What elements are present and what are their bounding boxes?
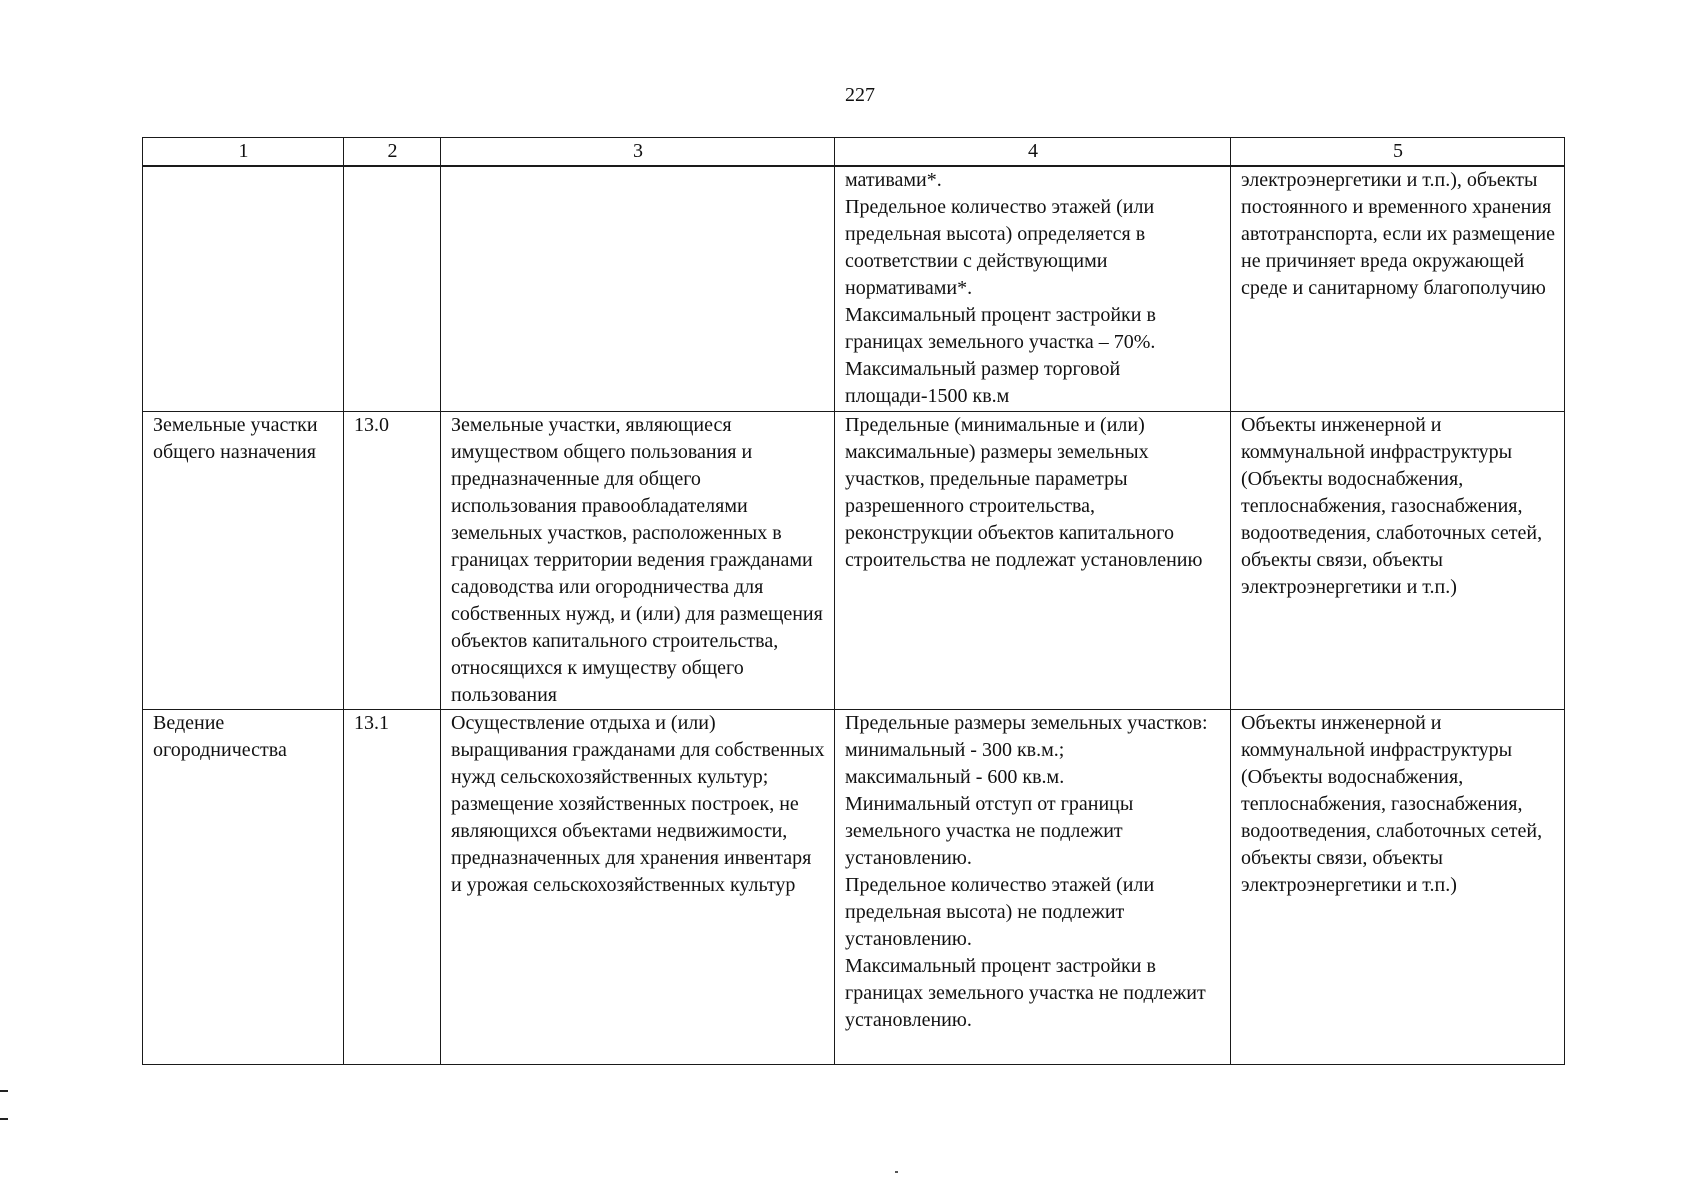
cell-parameters: мативами*. Предельное количество этажей (или предельная высота) определяется в соответствии с действующими нормативами*. Максимальный процент застройки в границах земельного участка – 70%. Максимальный размер торговой площади-1500 кв.м: [835, 166, 1231, 412]
column-header-4: 4: [835, 138, 1231, 167]
cell-description: [441, 166, 835, 412]
cell-code: 13.1: [344, 710, 441, 1065]
column-header-3: 3: [441, 138, 835, 167]
cell-name: [143, 166, 344, 412]
cell-code: 13.0: [344, 412, 441, 710]
cell-description: Земельные участки, являющиеся имуществом общего пользования и предназначенные для общего использования правообладателями земельных участков, расположенных в границах территории ведения гражданами садоводства или огородничества для собственных нужд, и (или) для размещения объектов капитального строительства, относящихся к имуществу общего пользования: [441, 412, 835, 710]
cell-parameters: Предельные размеры земельных участков: минимальный - 300 кв.м.; максимальный - 600 кв.м. Минимальный отступ от границы земельного участка не подлежит установлению. Предельное количество этажей (или предельная высота) не подлежит установлению. Максимальный процент застройки в границах земельного участка не подлежит установлению.: [835, 710, 1231, 1065]
page-number: 227: [845, 84, 875, 106]
land-use-table: [142, 137, 1565, 1065]
cell-parameters: Предельные (минимальные и (или) максимальные) размеры земельных участков, предельные параметры разрешенного строительства, реконструкции объектов капитального строительства не подлежат установлению: [835, 412, 1231, 710]
cell-auxiliary: Объекты инженерной и коммунальной инфраструктуры (Объекты водоснабжения, теплоснабжения, газоснабжения, водоотведения, слаботочных сетей, объекты связи, объекты электроэнергетики и т.п.): [1231, 412, 1565, 710]
cell-auxiliary: Объекты инженерной и коммунальной инфраструктуры (Объекты водоснабжения, теплоснабжения, газоснабжения, водоотведения, слаботочных сетей, объекты связи, объекты электроэнергетики и т.п.): [1231, 710, 1565, 1065]
margin-tick-mark: [0, 1090, 8, 1092]
header-row: [143, 138, 1565, 167]
cell-name: Ведение огородничества: [143, 710, 344, 1065]
cell-code: [344, 166, 441, 412]
cell-auxiliary: электроэнергетики и т.п.), объекты постоянного и временного хранения автотранспорта, если их размещение не причиняет вреда окружающей среде и санитарному благополучию: [1231, 166, 1565, 412]
column-header-5: 5: [1231, 138, 1565, 167]
scan-artifact-dot: [895, 1171, 898, 1173]
table-row-13-0: [143, 412, 1565, 710]
column-header-1: 1: [143, 138, 344, 167]
column-header-2: 2: [344, 138, 441, 167]
cell-description: Осуществление отдыха и (или) выращивания гражданами для собственных нужд сельскохозяйственных культур; размещение хозяйственных построек, не являющихся объектами недвижимости, предназначенных для хранения инвентаря и урожая сельскохозяйственных культур: [441, 710, 835, 1065]
cell-name: Земельные участки общего назначения: [143, 412, 344, 710]
margin-tick-mark: [0, 1118, 8, 1120]
table-row-13-1: [143, 710, 1565, 1065]
table-row-continuation: [143, 166, 1565, 412]
